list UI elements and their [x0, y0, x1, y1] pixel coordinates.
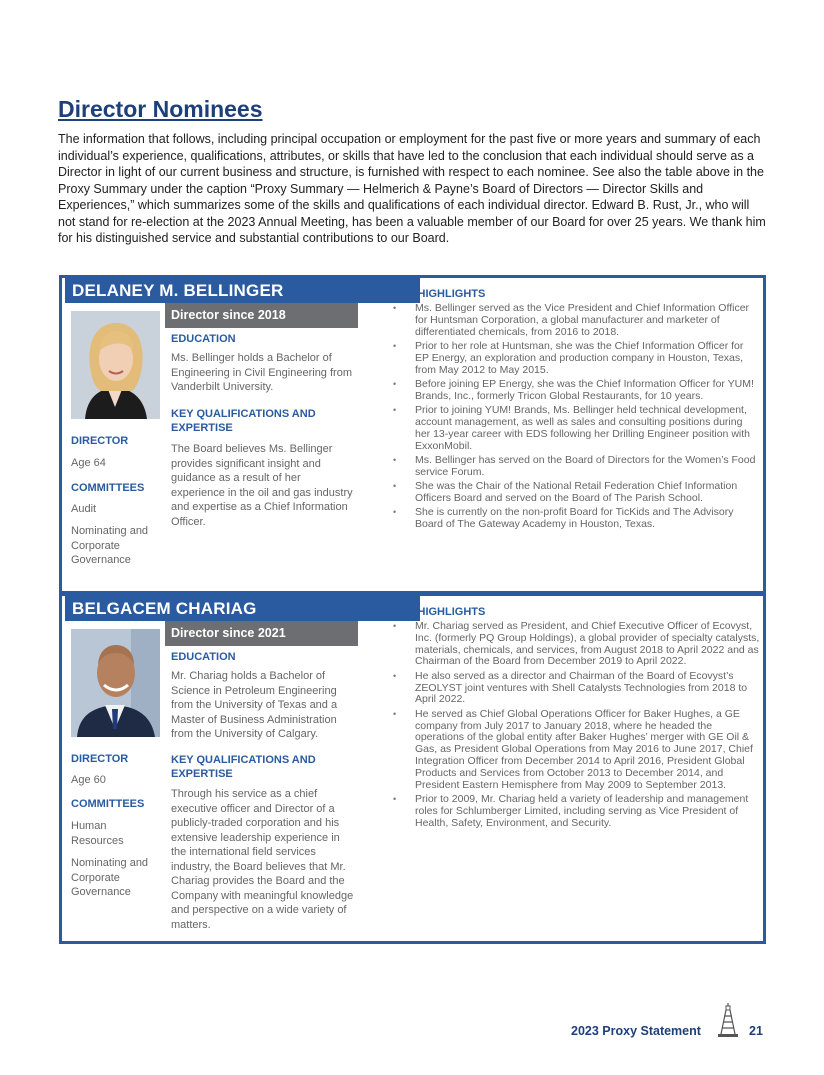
nominee-card-bellinger: [59, 275, 766, 594]
page-number: 21: [749, 1024, 763, 1038]
committees-label: COMMITTEES: [71, 482, 145, 494]
intro-paragraph: The information that follows, including principal occupation or employment for the past five or more years and summary of each individual’s experience, qualifications, attributes, or skills that have led to the conclusion that each individual should serve as a Director in light of our current business and structure, is furnished with respect to each nominee. See also the table above in the Proxy Summary under the caption “Proxy Summary — Helmerich & Payne’s Board of Directors — Director Skills and Experiences,” which summarizes some of the skills and qualifications of each individual director. Edward B. Rust, Jr., who will not stand for re-election at the 2023 Annual Meeting, has been a valuable member of our Board for over 25 years. We thank him for his distinguished service and substantial contributions to our Board.: [58, 132, 766, 245]
page-title: Director Nominees: [58, 96, 263, 122]
nominee-photo: [71, 311, 160, 419]
committee-item: Nominating and Corporate Governance: [71, 525, 149, 566]
director-age: Age 60: [71, 774, 106, 786]
nominee-photo: [71, 629, 160, 737]
nominee-card-chariag: [59, 593, 766, 944]
career-item: • She is currently on the non-profit Board for TicKids and The Advisory Board of The Gateway Academy in Houston, Texas.: [368, 507, 760, 531]
career-item: • Ms. Bellinger has served on the Board of Directors for the Women’s Food service Forum.: [368, 455, 760, 479]
derrick-logo-icon: [717, 1002, 739, 1038]
career-item: • He served as Chief Global Operations Officer for Baker Hughes, a GE company from July 2017 to January 2018, where he headed the operations of the global entity after Baker Hughes’ merger with GE Oil & Gas, as President Global Operations from May 2016 to June 2017, Chief Integration Officer from December 2014 to April 2016, President Global Products and Services from October 2013 to December 2014, and President Eastern Hemisphere from May 2009 to September 2013.: [368, 709, 760, 792]
director-label: DIRECTOR: [71, 753, 129, 765]
career-item: • He also served as a director and Chairman of the Board of Ecovyst’s ZEOLYST joint ventures with Shell Catalysts Technologies from 2018 to April 2022.: [368, 671, 760, 706]
education-label: EDUCATION: [171, 333, 236, 345]
qualifications-text: Through his service as a chief executive officer and Director of a publicly-traded corporation and his extensive leadership experience in the international field services industry, the Board believes that Mr. Chariag provides the Board and the Company with meaningful knowledge and perspective on a wide variety of matters.: [171, 788, 354, 931]
career-item: • Prior to 2009, Mr. Chariag held a variety of leadership and management roles for Schlumberger Limited, including serving as Vice President of Health, Safety, Environment, and Security.: [368, 794, 760, 829]
career-highlights-label: CAREER HIGHLIGHTS: [368, 288, 486, 300]
career-item: • Before joining EP Energy, she was the Chief Information Officer for YUM! Brands, Inc., formerly Tricon Global Restaurants, for 10 years.: [368, 379, 760, 403]
education-label: EDUCATION: [171, 651, 236, 663]
key-qualifications-label: KEY QUALIFICATIONS AND EXPERTISE: [171, 408, 316, 434]
career-item: • Mr. Chariag served as President, and Chief Executive Officer of Ecovyst, Inc. (formerly PQ Group Holdings), a global provider of specialty catalysts, materials, chemicals, and services, from August 2018 to April 2022 and as Chairman of the Board from December 2019 to April 2022.: [368, 621, 760, 668]
career-highlights-label: CAREER HIGHLIGHTS: [368, 606, 486, 618]
nominee-name: BELGACEM CHARIAG: [65, 596, 420, 621]
director-label: DIRECTOR: [71, 435, 129, 447]
career-item: • Prior to her role at Huntsman, she was the Chief Information Officer for EP Energy, an exploration and production company in Houston, Texas, from May 2012 to May 2015.: [368, 341, 760, 376]
career-item: • Ms. Bellinger served as the Vice President and Chief Information Officer for Huntsman Corporation, a global manufacturer and marketer of differentiated chemicals, from 2016 to 2018.: [368, 303, 760, 338]
committee-item: Nominating and Corporate Governance: [71, 857, 149, 898]
key-qualifications-label: KEY QUALIFICATIONS AND EXPERTISE: [171, 754, 316, 780]
committee-item: Audit: [71, 503, 97, 515]
director-since: Director since 2021: [165, 621, 358, 646]
career-highlights: [368, 287, 760, 534]
education-text: Mr. Chariag holds a Bachelor of Science in Petroleum Engineering from the University of Texas and a Master of Business Administration from the University of Calgary.: [171, 670, 338, 740]
director-since: Director since 2018: [165, 303, 358, 328]
nominee-name: DELANEY M. BELLINGER: [65, 278, 420, 303]
career-highlights: [368, 605, 760, 832]
career-item: • She was the Chair of the National Retail Federation Chief Information Officers Board and served on the Board of The Parish School.: [368, 481, 760, 505]
footer-title: 2023 Proxy Statement: [571, 1024, 701, 1038]
committee-item: Human Resources: [71, 820, 124, 847]
committees-label: COMMITTEES: [71, 798, 145, 810]
education-text: Ms. Bellinger holds a Bachelor of Engineering in Civil Engineering from Vanderbilt University.: [171, 352, 352, 393]
career-item: • Prior to joining YUM! Brands, Ms. Bellinger held technical development, account management, as well as sales and consulting positions during her 13-year career with EDS following her Drilling Engineer position with ExxonMobil.: [368, 405, 760, 452]
director-age: Age 64: [71, 457, 106, 469]
qualifications-text: The Board believes Ms. Bellinger provides significant insight and guidance as a result of her experience in the oil and gas industry and expertise as a Chief Information Officer.: [171, 443, 353, 528]
